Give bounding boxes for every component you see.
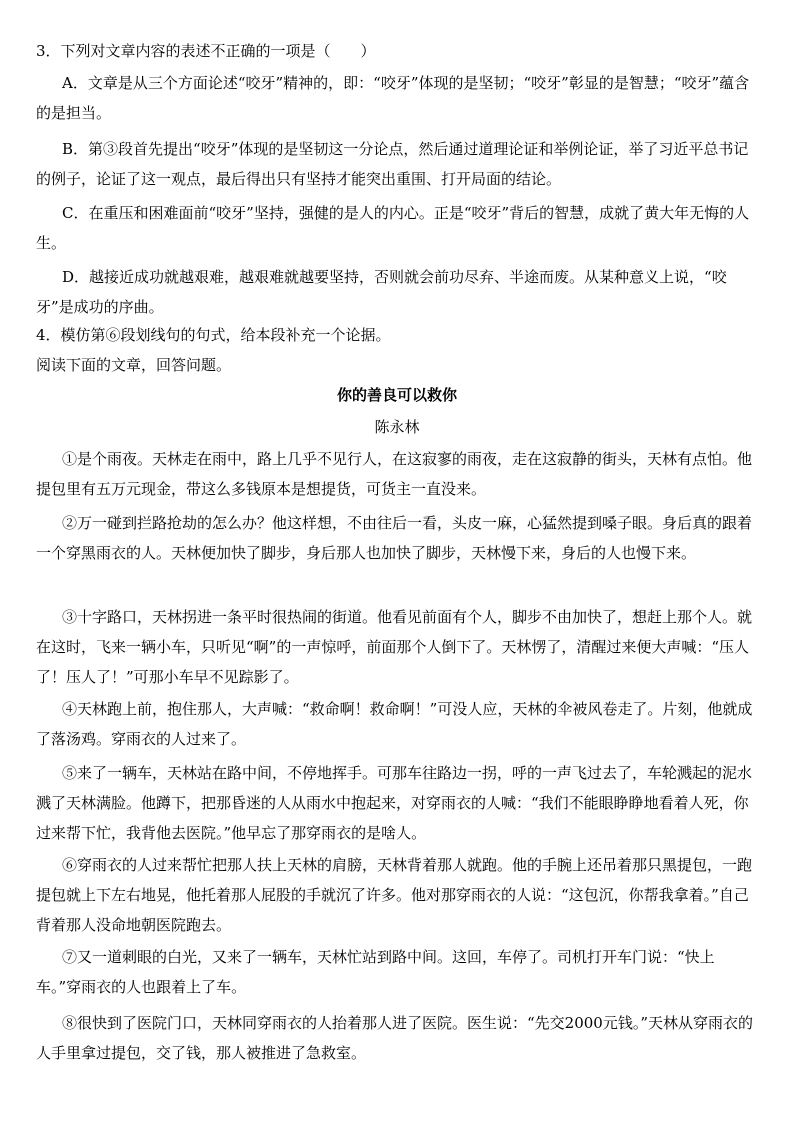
article-title: 你的善良可以救你	[336, 386, 457, 404]
question-3-stem: 3．下列对文章内容的表述不正确的一项是（ ）	[36, 42, 376, 60]
article-paragraph-5: ⑤来了一辆车，天林站在路中间，不停地挥手。可那车往路边一拐，呼的一声飞过去了，车轮溅起的泥水溅了天林满脸。他蹲下，把那昏迷的人从雨水中抱起来，对穿雨衣的人喊：“我们不能眼睁睁地看着人死，你过来帮下忙，我背他去医院。”他早忘了那穿雨衣的是啥人。	[36, 764, 753, 842]
article-paragraph-4: ④天林跑上前，抱住那人，大声喊：“救命啊！救命啊！”可没人应，天林的伞被风卷走了。片刻，他就成了落汤鸡。穿雨衣的人过来了。	[36, 700, 753, 748]
question-4: 4．模仿第⑥段划线句的句式，给本段补充一个论据。	[36, 326, 391, 344]
question-3-option-b: B．第③段首先提出“咬牙”体现的是坚韧这一分论点，然后通过道理论证和举例论证，举了习近平总书记的例子，论证了这一观点，最后得出只有坚持才能突出重围、打开局面的结论。	[36, 140, 749, 188]
question-3-option-d: D．越接近成功就越艰难，越艰难就越要坚持，否则就会前功尽弃、半途而废。从某种意义上说，“咬牙”是成功的序曲。	[36, 268, 727, 316]
article-paragraph-8: ⑧很快到了医院门口，天林同穿雨衣的人抬着那人进了医院。医生说：“先交2000元钱。”天林从穿雨衣的人手里拿过提包，交了钱，那人被推进了急救室。	[36, 1014, 754, 1062]
reading-instruction: 阅读下面的文章，回答问题。	[36, 356, 232, 374]
article-author: 陈永林	[374, 418, 420, 436]
question-3-option-a: A．文章是从三个方面论述“咬牙”精神的，即：“咬牙”体现的是坚韧；“咬牙”彰显的是智慧；“咬牙”蕴含的是担当。	[36, 74, 750, 122]
article-paragraph-7: ⑦又一道刺眼的白光，又来了一辆车，天林忙站到路中间。这回，车停了。司机打开车门说：“快上车。”穿雨衣的人也跟着上了车。	[36, 948, 715, 996]
article-paragraph-3: ③十字路口，天林拐进一条平时很热闹的街道。他看见前面有个人，脚步不由加快了，想赶上那个人。就在这时，飞来一辆小车，只听见“啊”的一声惊呼，前面那个人倒下了。天林愣了，清醒过来便大声喊：“压人了！压人了！”可那小车早不见踪影了。	[36, 608, 753, 686]
article-paragraph-1: ①是个雨夜。天林走在雨中，路上几乎不见行人，在这寂寥的雨夜，走在这寂静的街头，天林有点怕。他提包里有五万元现金，带这么多钱原本是想提货，可货主一直没来。	[36, 450, 753, 498]
question-3-option-c: C．在重压和困难面前“咬牙”坚持，强健的是人的内心。正是“咬牙”背后的智慧，成就了黄大年无悔的人生。	[36, 204, 750, 252]
article-paragraph-2: ②万一碰到拦路抢劫的怎么办？他这样想，不由往后一看，头皮一麻，心猛然提到嗓子眼。身后真的跟着一个穿黑雨衣的人。天林便加快了脚步，身后那人也加快了脚步，天林慢下来，身后的人也慢下来。	[36, 514, 753, 562]
article-paragraph-6: ⑥穿雨衣的人过来帮忙把那人扶上天林的肩膀，天林背着那人就跑。他的手腕上还吊着那只黑提包，一跑提包就上下左右地晃，他托着那人屁股的手就沉了许多。他对那穿雨衣的人说：“这包沉，你帮我拿着。”自己背着那人没命地朝医院跑去。	[36, 856, 753, 934]
